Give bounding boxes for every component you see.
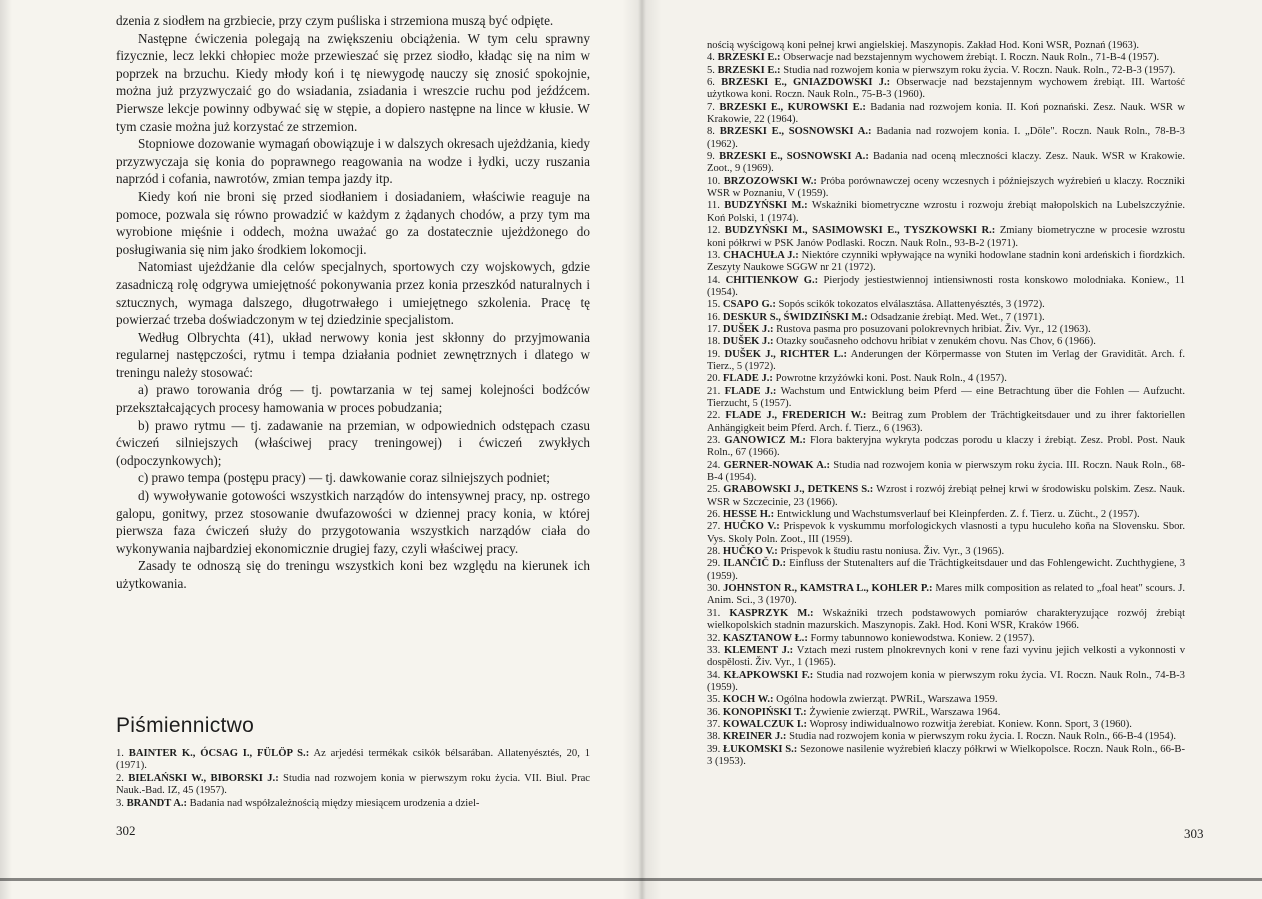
- section-title: Piśmiennictwo: [116, 714, 255, 737]
- reference-number: 5.: [707, 64, 718, 76]
- reference-number: 6.: [707, 77, 722, 89]
- reference-entry: [707, 151, 1185, 176]
- reference-authors: BRZESKI E.:: [717, 64, 781, 76]
- page-number-right: 303: [1184, 826, 1204, 841]
- reference-title: Vztach mezi rustem plnokrevnych koni v rene fazi vyvinu jejich velkosti a vykonnosti v dospělosti. Živ. Vyr., 1 (1965).: [707, 644, 1185, 669]
- reference-number: 16.: [707, 311, 723, 323]
- reference-number: 25.: [707, 484, 724, 496]
- reference-title: Niektóre czynniki wpływające na wyniki hodowlane stadnin koni ardeńskich i fiordzkich. Zeszyty Naukowe SGGW nr 21 (1972).: [707, 249, 1185, 274]
- reference-entry: [116, 798, 590, 810]
- reference-entry: [707, 435, 1185, 460]
- reference-entry: [707, 719, 1185, 731]
- reference-authors: BRZESKI E., SOSNOWSKI A.:: [719, 126, 872, 138]
- reference-title: Badania nad rozwojem konia. II. Koń poznański. Zesz. Nauk. WSR w Krakowie, 22 (1964).: [707, 101, 1185, 126]
- reference-title: Flora bakteryjna wykryta podczas porodu u klaczy i źrebiąt. Zesz. Probl. Post. Nauk Roln., 67 (1966).: [707, 435, 1185, 459]
- reference-entry: [707, 410, 1185, 435]
- reference-entry: [116, 773, 590, 798]
- reference-number: 31.: [707, 607, 730, 619]
- reference-number: 8.: [707, 126, 720, 138]
- reference-title: Studia nad rozwojem konia w pierwszym roku życia. I. Roczn. Nauk Roln., 66-B-4 (1954).: [786, 731, 1176, 743]
- reference-authors: KREINER J.:: [722, 731, 787, 743]
- reference-number: 22.: [707, 410, 726, 422]
- reference-entry: [707, 126, 1185, 151]
- reference-entry: [707, 65, 1185, 77]
- reference-authors: KLEMENT J.:: [724, 644, 794, 656]
- reference-number: 38.: [707, 731, 723, 743]
- reference-title: Rustova pasma pro posuzovani polokrevnych hribiat. Živ. Vyr., 12 (1963).: [773, 323, 1091, 335]
- reference-title: Mares milk composition as related to „foal heat" scours. J. Anim. Sci., 3 (1970).: [707, 583, 1185, 607]
- list-item: b) prawo rytmu — tj. zadawanie na przemian, w odpowiednich odstępach czasu ćwiczeń silniejszych (właściwej pracy treningowej) i ćwiczeń zwykłych (odpoczynkowych);: [116, 417, 590, 468]
- reference-title: Prispevok k študiu rastu noniusa. Živ. Vyr., 3 (1965).: [777, 546, 1005, 558]
- reference-authors: DUŠEK J., RICHTER L.:: [724, 348, 847, 360]
- reference-title: Studia nad rozwojem konia w pierwszym roku życia. V. Roczn. Nauk. Roln., 72-B-3 (1957).: [780, 64, 1176, 76]
- reference-title: Badania nad oceną mleczności klaczy. Zesz. Nauk. WSR w Krakowie. Zoot., 9 (1969).: [707, 151, 1186, 175]
- reference-authors: BRZESKI E., SOSNOWSKI A.:: [719, 151, 869, 163]
- reference-title: Pierjody jestiestwiennoj intiensiwnosti rosta konskowo molodniaka. Koniew., 11 (1954).: [707, 274, 1186, 298]
- reference-entry: [116, 748, 590, 773]
- reference-entry: [707, 558, 1185, 583]
- reference-number: 4.: [707, 52, 718, 64]
- paragraph: Stopniowe dozowanie wymagań obowiązuje i w dalszych okresach ujeżdżania, kiedy przyzwyczaja się konia do poprawnego reagowania na wodze i łydki, uczy ruszania naprzód i cofania, nawrotów, zmian tempa jazdy itp.: [116, 136, 590, 187]
- reference-number: 17.: [707, 323, 723, 335]
- reference-authors: DUŠEK J.:: [722, 336, 774, 348]
- reference-authors: GANOWICZ M.:: [724, 435, 806, 446]
- reference-number: 28.: [707, 546, 723, 558]
- reference-entry: [707, 52, 1185, 64]
- reference-authors: BRZESKI E., KUROWSKI E.:: [719, 101, 866, 113]
- reference-entry: [707, 608, 1185, 633]
- reference-title: Zmiany biometryczne w procesie wzrostu koni półkrwi w PSK Janów Podlaski. Roczn. Nauk Roln., 93-B-2 (1971).: [707, 225, 1186, 249]
- reference-title: Wzrost i rozwój źrebiąt pełnej krwi w środowisku polskim. Zesz. Nauk. WSR w Szczecinie, 23 (1966).: [707, 484, 1185, 508]
- reference-authors: BRZESKI E.:: [717, 52, 781, 64]
- reference-number: 12.: [707, 225, 725, 237]
- paragraph: Natomiast ujeżdżanie dla celów specjalnych, sportowych czy wojskowych, gdzie zasadniczą rolę odgrywa umiejętność pokonywania przez konia przeszkód naturalnych i sztucznych, wymaga dalszego, długotrwałego i umiejętnego szkolenia. Pracę tę powierzać trzeba doświadczonym w tej dziedzinie specjalistom.: [116, 259, 590, 328]
- reference-authors: GRABOWSKI J., DETKENS S.:: [723, 484, 874, 496]
- reference-authors: BRZESKI E., GNIAZDOWSKI J.:: [721, 77, 891, 89]
- left-reference-list: [116, 748, 590, 810]
- reference-number: 7.: [707, 101, 720, 113]
- reference-entry: [707, 373, 1185, 385]
- reference-title: Sezonowe nasilenie wyźrebień klaczy półkrwi w Wielkopolsce. Roczn. Nauk Roln., 66-B-3 (1953).: [707, 743, 1185, 767]
- reference-entry: [707, 386, 1185, 411]
- reference-entry: [707, 349, 1185, 374]
- paragraph: dzenia z siodłem na grzbiecie, przy czym puśliska i strzemiona muszą być odpięte.: [116, 13, 554, 28]
- reference-title: Einfluss der Stutenalters auf die Trächtigkeitsdauer und das Fohlengewicht. Zuchthygiene, 3 (1959).: [707, 558, 1186, 582]
- reference-title: nością wyścigową koni pełnej krwi angielskiej. Maszynopis. Zakład Hod. Koni WSR, Poznań (1963).: [707, 40, 1140, 51]
- left-body-text: [116, 12, 590, 593]
- reference-title: Wachstum und Entwicklung beim Pferd — eine Betrachtung über die Fohlen — Aufzucht. Tierzucht, 5 (1957).: [707, 385, 1185, 409]
- reference-title: Powrotne krzyżówki koni. Post. Nauk Roln., 4 (1957).: [772, 373, 1007, 385]
- reference-number: 19.: [707, 348, 725, 360]
- reference-authors: BRANDT A.:: [126, 797, 188, 809]
- reference-authors: BUDZYŃSKI M., SASIMOWSKI E., TYSZKOWSKI R.:: [724, 225, 996, 237]
- reference-number: 18.: [707, 336, 723, 348]
- reference-authors: KASPRZYK M.:: [729, 607, 814, 619]
- reference-authors: JOHNSTON R., KAMSTRA L., KOHLER P.:: [723, 583, 933, 595]
- paragraph: Kiedy koń nie broni się przed siodłaniem i dosiadaniem, właściwie reaguje na pomoce, pozwala się równo prowadzić w każdym z żądanych chodów, a przy tym ma wyrobione mięśnie i oddech, można uważać go za dostatecznie ujeżdżonego do posługiwania się nim jako środkiem lokomocji.: [116, 188, 590, 257]
- reference-entry: [707, 707, 1185, 719]
- right-reference-list: [707, 40, 1185, 768]
- reference-entry: [707, 484, 1185, 509]
- reference-entry: [707, 312, 1185, 324]
- reference-entry: [707, 521, 1185, 546]
- reference-entry: [707, 299, 1185, 311]
- reference-entry: [707, 731, 1185, 743]
- reference-authors: GERNER-NOWAK A.:: [723, 459, 831, 471]
- reference-number: 30.: [707, 583, 724, 595]
- list-item: a) prawo torowania dróg — tj. powtarzania w tej samej kolejności bodźców przekształcających procesy hamowania w proces pobudzania;: [116, 382, 590, 416]
- reference-number: 37.: [707, 718, 723, 730]
- reference-title: Entwicklung und Wachstumsverlauf bei Kleinpferden. Z. f. Tierz. u. Zücht., 2 (1957).: [774, 509, 1140, 521]
- reference-authors: ŁUKOMSKI S.:: [723, 743, 798, 755]
- reference-entry: [707, 336, 1185, 348]
- reference-number: 11.: [707, 200, 725, 212]
- paragraph: Następne ćwiczenia polegają na zwiększeniu obciążenia. W tym celu sprawny fizycznie, lecz lekki chłopiec może przewieszać się przez siodło, kładąc się na nim w poprzek na brzuchu. Kiedy młody koń i tę niewygodę nauczy się znosić spokojnie, można już przyzwyczaić go do wsiadania, zsiadania i wreszcie ruchu pod jeźdźcem. Pierwsze lekcje powinny odbywać się w stępie, a dopiero następne na lince w kłusie. W tym czasie można już korzystać ze strzemion.: [116, 30, 590, 134]
- reference-entry: [707, 583, 1185, 608]
- reference-number: 35.: [707, 694, 723, 706]
- reference-entry: [707, 102, 1185, 127]
- reference-title: Próba porównawczej oceny wczesnych i późniejszych wyźrebień u klaczy. Roczniki WSR w Poznaniu, V (1959).: [707, 175, 1186, 200]
- reference-title: Az arjedési termékak csikók bélsarában. Allatenyésztés, 20, 1 (1971).: [116, 748, 590, 772]
- reference-authors: BAINTER K., ÓCSAG I., FÜLÖP S.:: [128, 748, 310, 759]
- reference-number: 32.: [707, 632, 723, 644]
- reference-entry: [707, 694, 1185, 706]
- reference-title: Sopós scikók tokozatos elválasztása. Allattenyésztés, 3 (1972).: [775, 299, 1045, 311]
- reference-entry: [707, 275, 1185, 300]
- reference-number: 27.: [707, 521, 724, 533]
- reference-title: Badania nad współzależnością między miesiącem urodzenia a dziel-: [187, 797, 480, 809]
- reference-entry: [707, 744, 1185, 769]
- reference-title: Wskaźniki trzech podstawowych pomiarów charakteryzujące rozwój źrebiąt wielkopolskich stadnin mazurskich. Maszynopis. Zakł. Hod. Koni WSR, Kraków 1966.: [707, 607, 1186, 632]
- reference-authors: DUŠEK J.:: [722, 323, 774, 335]
- reference-title: Odsadzanie źrebiąt. Med. Wet., 7 (1971).: [867, 311, 1045, 323]
- reference-number: 1.: [116, 748, 129, 759]
- reference-authors: BRZOZOWSKI W.:: [723, 175, 817, 187]
- reference-title: Ogólna hodowla zwierząt. PWRiL, Warszawa 1959.: [773, 694, 998, 706]
- reference-entry: [707, 670, 1185, 695]
- book-gutter: [622, 0, 662, 899]
- reference-authors: FLADE J.:: [724, 385, 777, 397]
- paragraph: Zasady te odnoszą się do treningu wszystkich koni bez względu na kierunek ich użytkowania.: [116, 558, 590, 591]
- reference-title: Studia nad rozwojem konia w pierwszym roku życia. III. Roczn. Nauk Roln., 68-B-4 (1954).: [707, 459, 1185, 484]
- reference-entry: [707, 225, 1185, 250]
- reference-authors: HUČKO V.:: [722, 546, 778, 558]
- reference-title: Obserwacje nad bezstajennym wychowem źrebiąt. III. Wartość użytkowa koni. Roczn. Nauk Roln., 75-B-3 (1960).: [707, 77, 1185, 101]
- reference-authors: ILANČIČ D.:: [723, 558, 787, 570]
- reference-authors: KASZTANOW Ł.:: [722, 632, 808, 644]
- reference-number: 29.: [707, 558, 724, 570]
- list-item: c) prawo tempa (postępu pracy) — tj. dawkowanie coraz silniejszych podniet;: [138, 470, 550, 486]
- reference-entry: [707, 324, 1185, 336]
- reference-entry: [707, 645, 1185, 670]
- reference-number: 13.: [707, 249, 724, 261]
- reference-number: 23.: [707, 435, 725, 446]
- reference-authors: KOCH W.:: [722, 694, 774, 706]
- reference-number: 20.: [707, 373, 723, 385]
- reference-authors: FLADE J., FREDERICH W.:: [725, 410, 867, 422]
- reference-number: 2.: [116, 772, 129, 784]
- reference-entry: [707, 546, 1185, 558]
- reference-entry: [707, 460, 1185, 485]
- reference-authors: KŁAPKOWSKI F.:: [723, 669, 814, 681]
- scan-bottom-edge: [0, 878, 1262, 881]
- page-edge-shadow: [0, 0, 12, 899]
- reference-title: Badania nad rozwojem konia. I. „Döle". Roczn. Nauk Roln., 78-B-3 (1962).: [707, 126, 1185, 150]
- reference-entry: [707, 40, 1185, 52]
- reference-title: Wskaźniki biometryczne wzrostu i rozwoju źrebiąt małopolskich na Lubelszczyźnie. Koń Polski, 1 (1974).: [707, 200, 1186, 224]
- reference-number: 26.: [707, 509, 723, 521]
- reference-number: 33.: [707, 644, 724, 656]
- reference-number: 36.: [707, 706, 723, 718]
- reference-number: 15.: [707, 299, 723, 311]
- reference-number: 24.: [707, 459, 724, 471]
- reference-title: Prispevok k vyskummu morfologickych vlasnosti a typu huculeho koňa na Slovensku. Sbor. Vys. Skoly Poln. Zoot., III (1959).: [707, 521, 1185, 545]
- page-number-left: 302: [116, 823, 136, 838]
- reference-number: 9.: [707, 151, 720, 163]
- reference-title: Studia nad rozwojem konia w pierwszym roku życia. VI. Roczn. Nauk Roln., 74-B-3 (1959).: [707, 669, 1185, 693]
- reference-entry: [707, 509, 1185, 521]
- reference-entry: [707, 200, 1185, 225]
- reference-authors: KOWALCZUK I.:: [722, 718, 808, 730]
- reference-entry: [707, 77, 1185, 102]
- reference-title: Woprosy indiwidualnowo rozwitja żerebiat. Koniew. Konn. Sport, 3 (1960).: [807, 718, 1132, 730]
- reference-number: 10.: [707, 175, 724, 187]
- list-item: d) wywoływanie gotowości wszystkich narządów do intensywnej pracy, np. ostrego galopu, gonitwy, przez stosowanie dwufazowości w dziennej pracy konia, w której pierwsza faza ćwiczeń służy do przygotowania wszystkich narządów ciała do wykonywania najbardziej ekonomicznie drugiej fazy, czyli właściwej pracy.: [116, 488, 590, 556]
- reference-number: 3.: [116, 797, 127, 809]
- reference-authors: BUDZYŃSKI M.:: [724, 200, 808, 212]
- reference-number: 39.: [707, 743, 724, 755]
- reference-authors: CHITIENKOW G.:: [725, 274, 819, 286]
- reference-authors: BIELAŃSKI W., BIBORSKI J.:: [128, 772, 279, 784]
- reference-title: Obserwacje nad bezstajennym wychowem źrebiąt. I. Roczn. Nauk Roln., 71-B-4 (1957).: [780, 52, 1160, 64]
- reference-authors: CHACHUŁA J.:: [723, 249, 799, 261]
- reference-authors: FLADE J.:: [722, 373, 773, 385]
- reference-entry: [707, 250, 1185, 275]
- reference-entry: [707, 176, 1185, 201]
- paragraph: Według Olbrychta (41), układ nerwowy konia jest skłonny do przyjmowania regularnej następczości, rytmu i tempa działania podniet zewnętrznych i dlatego w treningu należy stosować:: [116, 329, 590, 380]
- reference-authors: HUČKO V.:: [723, 521, 780, 533]
- reference-title: Żywienie zwierząt. PWRiL, Warszawa 1964.: [806, 706, 1001, 718]
- reference-authors: KONOPIŃSKI T.:: [722, 706, 807, 718]
- reference-number: 34.: [707, 669, 724, 681]
- reference-title: Otazky současneho odchovu hribiat v zenukém chovu. Nas Chov, 6 (1966).: [773, 336, 1096, 348]
- reference-number: 21.: [707, 385, 725, 397]
- reference-entry: [707, 633, 1185, 645]
- reference-title: Beitrag zum Problem der Trächtigkeitsdauer und zu ihrer faktoriellen Anhängigkeit beim Pferd. Arch. f. Tierz., 6 (1963).: [707, 410, 1186, 434]
- reference-authors: DESKUR S., ŚWIDZIŃSKI M.:: [722, 311, 868, 323]
- reference-authors: HESSE H.:: [722, 509, 775, 521]
- reference-title: Formy tabunnowo koniewodstwa. Koniew. 2 (1957).: [807, 632, 1035, 644]
- reference-title: Anderungen der Körpermasse von Stuten im Verlag der Gravidität. Arch. f. Tierz., 5 (1972).: [707, 348, 1185, 372]
- reference-number: 14.: [707, 274, 726, 286]
- reference-title: Studia nad rozwojem konia w pierwszym roku życia. VII. Biul. Prac Nauk.-Bad. IZ, 45 (1957).: [116, 772, 591, 797]
- reference-authors: CSAPO G.:: [722, 299, 776, 311]
